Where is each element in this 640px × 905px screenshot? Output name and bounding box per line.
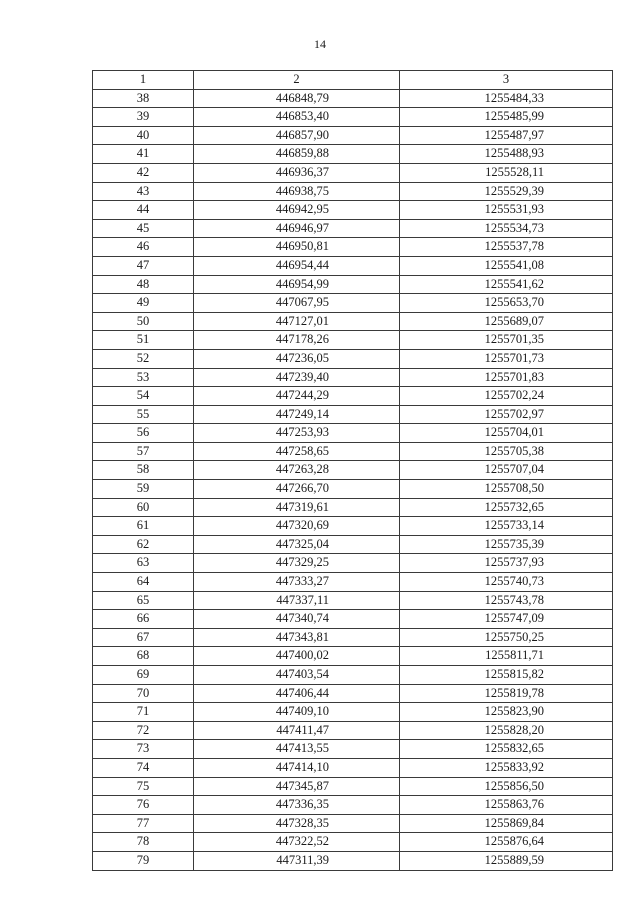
cell-x-coordinate: 446936,37 bbox=[194, 163, 400, 182]
cell-x-coordinate: 447320,69 bbox=[194, 517, 400, 536]
cell-point-number: 57 bbox=[93, 442, 194, 461]
cell-y-coordinate: 1255732,65 bbox=[400, 498, 613, 517]
table-row bbox=[93, 368, 613, 387]
cell-point-number: 72 bbox=[93, 721, 194, 740]
cell-y-coordinate: 1255689,07 bbox=[400, 312, 613, 331]
cell-x-coordinate: 446954,99 bbox=[194, 275, 400, 294]
cell-x-coordinate: 447406,44 bbox=[194, 684, 400, 703]
cell-x-coordinate: 447311,39 bbox=[194, 851, 400, 870]
cell-point-number: 68 bbox=[93, 647, 194, 666]
cell-y-coordinate: 1255740,73 bbox=[400, 573, 613, 592]
cell-x-coordinate: 447336,35 bbox=[194, 796, 400, 815]
cell-x-coordinate: 447340,74 bbox=[194, 610, 400, 629]
cell-point-number: 51 bbox=[93, 331, 194, 350]
cell-x-coordinate: 447413,55 bbox=[194, 740, 400, 759]
cell-x-coordinate: 447337,11 bbox=[194, 591, 400, 610]
table-row bbox=[93, 182, 613, 201]
cell-y-coordinate: 1255863,76 bbox=[400, 796, 613, 815]
cell-y-coordinate: 1255707,04 bbox=[400, 461, 613, 480]
cell-x-coordinate: 447403,54 bbox=[194, 666, 400, 685]
table-row bbox=[93, 647, 613, 666]
cell-y-coordinate: 1255704,01 bbox=[400, 424, 613, 443]
cell-x-coordinate: 447414,10 bbox=[194, 758, 400, 777]
cell-x-coordinate: 447244,29 bbox=[194, 387, 400, 406]
cell-point-number: 74 bbox=[93, 758, 194, 777]
cell-point-number: 61 bbox=[93, 517, 194, 536]
cell-y-coordinate: 1255750,25 bbox=[400, 628, 613, 647]
cell-point-number: 55 bbox=[93, 405, 194, 424]
cell-y-coordinate: 1255705,38 bbox=[400, 442, 613, 461]
header-row bbox=[93, 71, 613, 90]
cell-point-number: 69 bbox=[93, 666, 194, 685]
cell-x-coordinate: 447343,81 bbox=[194, 628, 400, 647]
table-row bbox=[93, 591, 613, 610]
column-header-y-coordinate: 3 bbox=[400, 71, 613, 90]
cell-y-coordinate: 1255541,62 bbox=[400, 275, 613, 294]
table-row bbox=[93, 294, 613, 313]
table-row bbox=[93, 480, 613, 499]
table-row bbox=[93, 89, 613, 108]
cell-y-coordinate: 1255537,78 bbox=[400, 238, 613, 257]
table-row bbox=[93, 126, 613, 145]
cell-y-coordinate: 1255485,99 bbox=[400, 108, 613, 127]
cell-point-number: 79 bbox=[93, 851, 194, 870]
cell-point-number: 38 bbox=[93, 89, 194, 108]
cell-y-coordinate: 1255828,20 bbox=[400, 721, 613, 740]
table-row bbox=[93, 312, 613, 331]
table-row bbox=[93, 666, 613, 685]
cell-x-coordinate: 446942,95 bbox=[194, 201, 400, 220]
cell-point-number: 76 bbox=[93, 796, 194, 815]
table-row bbox=[93, 554, 613, 573]
cell-x-coordinate: 446859,88 bbox=[194, 145, 400, 164]
cell-y-coordinate: 1255529,39 bbox=[400, 182, 613, 201]
cell-x-coordinate: 447249,14 bbox=[194, 405, 400, 424]
table-row bbox=[93, 201, 613, 220]
cell-point-number: 52 bbox=[93, 349, 194, 368]
cell-point-number: 53 bbox=[93, 368, 194, 387]
cell-x-coordinate: 447319,61 bbox=[194, 498, 400, 517]
cell-point-number: 75 bbox=[93, 777, 194, 796]
table-row bbox=[93, 275, 613, 294]
cell-point-number: 41 bbox=[93, 145, 194, 164]
cell-y-coordinate: 1255856,50 bbox=[400, 777, 613, 796]
cell-x-coordinate: 447263,28 bbox=[194, 461, 400, 480]
cell-y-coordinate: 1255702,24 bbox=[400, 387, 613, 406]
table-row bbox=[93, 703, 613, 722]
cell-point-number: 56 bbox=[93, 424, 194, 443]
cell-y-coordinate: 1255743,78 bbox=[400, 591, 613, 610]
cell-x-coordinate: 447411,47 bbox=[194, 721, 400, 740]
table-row bbox=[93, 108, 613, 127]
table-row bbox=[93, 777, 613, 796]
cell-point-number: 58 bbox=[93, 461, 194, 480]
cell-point-number: 66 bbox=[93, 610, 194, 629]
table-row bbox=[93, 405, 613, 424]
table-row bbox=[93, 796, 613, 815]
cell-y-coordinate: 1255735,39 bbox=[400, 535, 613, 554]
table-row bbox=[93, 721, 613, 740]
cell-y-coordinate: 1255701,35 bbox=[400, 331, 613, 350]
cell-y-coordinate: 1255708,50 bbox=[400, 480, 613, 499]
cell-point-number: 42 bbox=[93, 163, 194, 182]
cell-y-coordinate: 1255487,97 bbox=[400, 126, 613, 145]
cell-point-number: 39 bbox=[93, 108, 194, 127]
cell-point-number: 71 bbox=[93, 703, 194, 722]
cell-y-coordinate: 1255833,92 bbox=[400, 758, 613, 777]
cell-point-number: 46 bbox=[93, 238, 194, 257]
cell-y-coordinate: 1255876,64 bbox=[400, 833, 613, 852]
cell-point-number: 40 bbox=[93, 126, 194, 145]
cell-x-coordinate: 446848,79 bbox=[194, 89, 400, 108]
cell-point-number: 47 bbox=[93, 256, 194, 275]
cell-point-number: 50 bbox=[93, 312, 194, 331]
cell-point-number: 60 bbox=[93, 498, 194, 517]
cell-x-coordinate: 446857,90 bbox=[194, 126, 400, 145]
cell-x-coordinate: 447236,05 bbox=[194, 349, 400, 368]
cell-y-coordinate: 1255823,90 bbox=[400, 703, 613, 722]
table-row bbox=[93, 833, 613, 852]
cell-y-coordinate: 1255488,93 bbox=[400, 145, 613, 164]
cell-x-coordinate: 446946,97 bbox=[194, 219, 400, 238]
page-number: 14 bbox=[314, 37, 326, 51]
table-row bbox=[93, 758, 613, 777]
cell-x-coordinate: 446938,75 bbox=[194, 182, 400, 201]
cell-point-number: 62 bbox=[93, 535, 194, 554]
cell-y-coordinate: 1255889,59 bbox=[400, 851, 613, 870]
cell-y-coordinate: 1255541,08 bbox=[400, 256, 613, 275]
table-row bbox=[93, 851, 613, 870]
table-row bbox=[93, 684, 613, 703]
cell-x-coordinate: 447345,87 bbox=[194, 777, 400, 796]
cell-x-coordinate: 447400,02 bbox=[194, 647, 400, 666]
table-row bbox=[93, 814, 613, 833]
table-row bbox=[93, 610, 613, 629]
table-row bbox=[93, 740, 613, 759]
cell-x-coordinate: 447328,35 bbox=[194, 814, 400, 833]
cell-x-coordinate: 446950,81 bbox=[194, 238, 400, 257]
cell-y-coordinate: 1255811,71 bbox=[400, 647, 613, 666]
table-row bbox=[93, 498, 613, 517]
table-row bbox=[93, 256, 613, 275]
cell-y-coordinate: 1255733,14 bbox=[400, 517, 613, 536]
cell-y-coordinate: 1255484,33 bbox=[400, 89, 613, 108]
table-row bbox=[93, 219, 613, 238]
cell-point-number: 45 bbox=[93, 219, 194, 238]
table-row bbox=[93, 424, 613, 443]
cell-x-coordinate: 447325,04 bbox=[194, 535, 400, 554]
cell-x-coordinate: 446954,44 bbox=[194, 256, 400, 275]
cell-x-coordinate: 446853,40 bbox=[194, 108, 400, 127]
cell-y-coordinate: 1255534,73 bbox=[400, 219, 613, 238]
cell-x-coordinate: 447253,93 bbox=[194, 424, 400, 443]
table-row bbox=[93, 145, 613, 164]
cell-y-coordinate: 1255653,70 bbox=[400, 294, 613, 313]
table-row bbox=[93, 331, 613, 350]
table-header bbox=[93, 71, 613, 90]
cell-point-number: 73 bbox=[93, 740, 194, 759]
cell-y-coordinate: 1255702,97 bbox=[400, 405, 613, 424]
table-row bbox=[93, 349, 613, 368]
cell-point-number: 78 bbox=[93, 833, 194, 852]
cell-y-coordinate: 1255819,78 bbox=[400, 684, 613, 703]
cell-point-number: 63 bbox=[93, 554, 194, 573]
cell-x-coordinate: 447409,10 bbox=[194, 703, 400, 722]
cell-point-number: 67 bbox=[93, 628, 194, 647]
cell-y-coordinate: 1255815,82 bbox=[400, 666, 613, 685]
table-row bbox=[93, 628, 613, 647]
table-row bbox=[93, 461, 613, 480]
cell-point-number: 77 bbox=[93, 814, 194, 833]
cell-point-number: 44 bbox=[93, 201, 194, 220]
cell-x-coordinate: 447258,65 bbox=[194, 442, 400, 461]
cell-point-number: 59 bbox=[93, 480, 194, 499]
table-body bbox=[93, 89, 613, 870]
cell-y-coordinate: 1255701,73 bbox=[400, 349, 613, 368]
cell-x-coordinate: 447329,25 bbox=[194, 554, 400, 573]
table-row bbox=[93, 442, 613, 461]
cell-y-coordinate: 1255737,93 bbox=[400, 554, 613, 573]
cell-y-coordinate: 1255832,65 bbox=[400, 740, 613, 759]
cell-point-number: 48 bbox=[93, 275, 194, 294]
cell-point-number: 43 bbox=[93, 182, 194, 201]
table-row bbox=[93, 238, 613, 257]
cell-point-number: 65 bbox=[93, 591, 194, 610]
column-header-x-coordinate: 2 bbox=[194, 71, 400, 90]
cell-point-number: 70 bbox=[93, 684, 194, 703]
cell-point-number: 49 bbox=[93, 294, 194, 313]
table-row bbox=[93, 517, 613, 536]
cell-point-number: 54 bbox=[93, 387, 194, 406]
table-row bbox=[93, 573, 613, 592]
coordinates-table bbox=[92, 70, 613, 871]
cell-y-coordinate: 1255869,84 bbox=[400, 814, 613, 833]
cell-y-coordinate: 1255747,09 bbox=[400, 610, 613, 629]
table-row bbox=[93, 535, 613, 554]
column-header-point-number: 1 bbox=[93, 71, 194, 90]
cell-y-coordinate: 1255531,93 bbox=[400, 201, 613, 220]
cell-y-coordinate: 1255528,11 bbox=[400, 163, 613, 182]
cell-y-coordinate: 1255701,83 bbox=[400, 368, 613, 387]
table-row bbox=[93, 387, 613, 406]
cell-point-number: 64 bbox=[93, 573, 194, 592]
cell-x-coordinate: 447266,70 bbox=[194, 480, 400, 499]
cell-x-coordinate: 447333,27 bbox=[194, 573, 400, 592]
cell-x-coordinate: 447067,95 bbox=[194, 294, 400, 313]
cell-x-coordinate: 447178,26 bbox=[194, 331, 400, 350]
table-row bbox=[93, 163, 613, 182]
cell-x-coordinate: 447239,40 bbox=[194, 368, 400, 387]
cell-x-coordinate: 447127,01 bbox=[194, 312, 400, 331]
cell-x-coordinate: 447322,52 bbox=[194, 833, 400, 852]
